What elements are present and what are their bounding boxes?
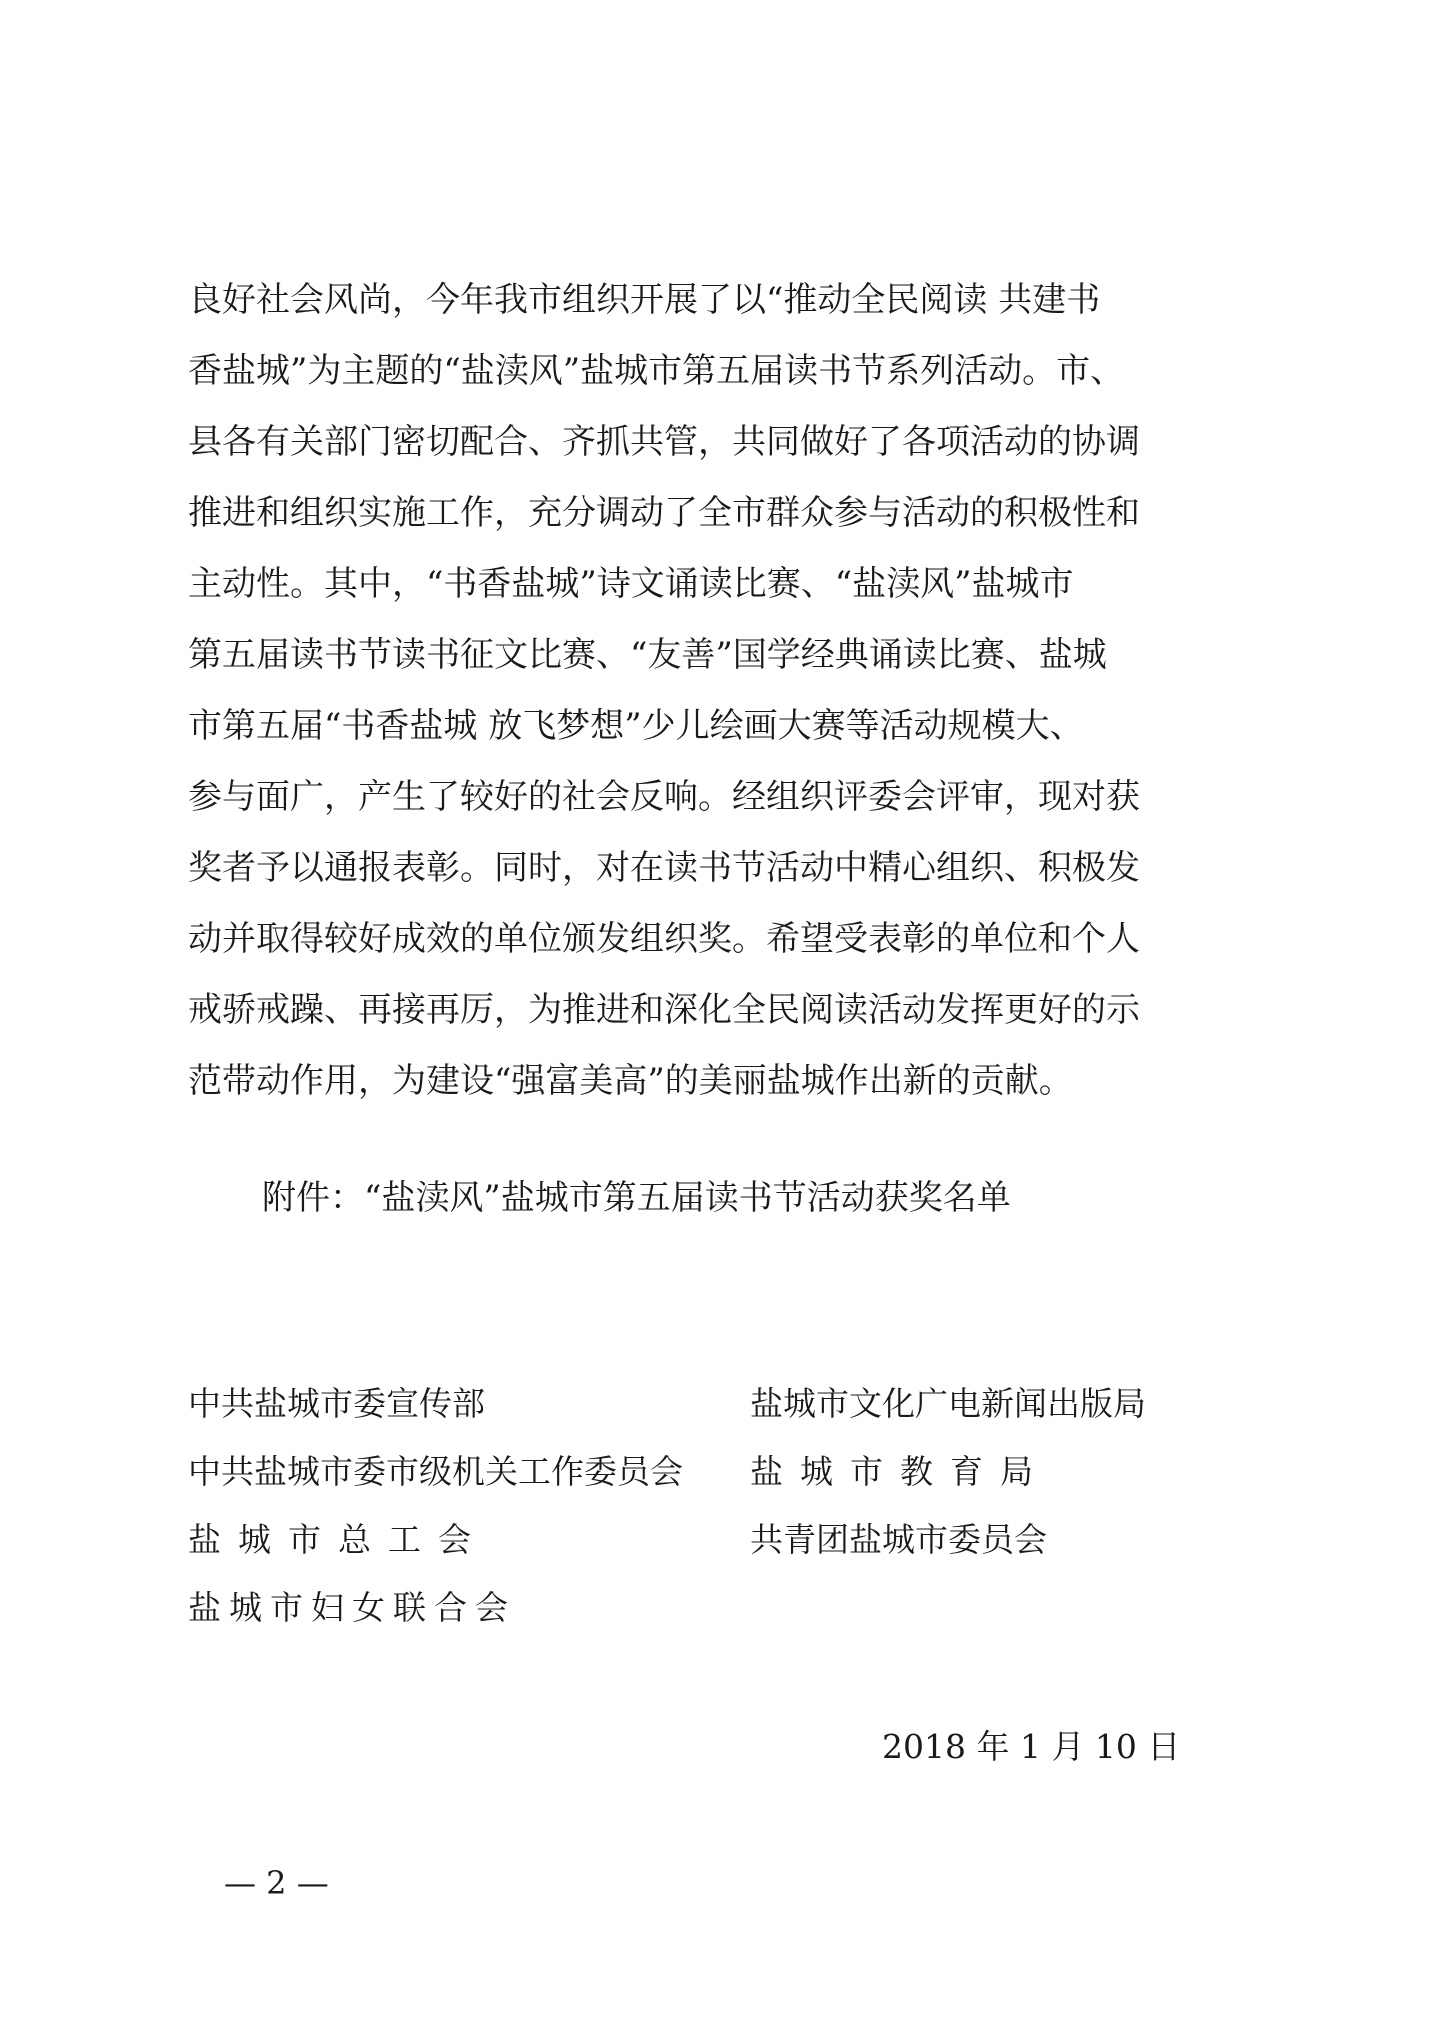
body-text	[188, 265, 1268, 1117]
body-line: 良好社会风尚，今年我市组织开展了以“推动全民阅读 共建书	[188, 280, 1101, 320]
attachment-note: 附件：“盐渎风”盐城市第五届读书节活动获奖名单	[262, 1178, 1011, 1218]
issuer-name: 共青团盐城市委员会	[750, 1520, 1047, 1559]
issuer-name: 盐城市教育局	[750, 1452, 1050, 1491]
issuers-right-column	[750, 1370, 1146, 1574]
issuers-left-column	[188, 1370, 683, 1642]
body-line: 主动性。其中，“书香盐城”诗文诵读比赛、“盐渎风”盐城市	[188, 564, 1074, 604]
issuer-name: 盐城市文化广电新闻出版局	[750, 1384, 1146, 1423]
issuer-name: 盐城市总工会	[188, 1520, 488, 1559]
body-line: 范带动作用，为建设“强富美高”的美丽盐城作出新的贡献。	[188, 1061, 1073, 1101]
body-line: 第五届读书节读书征文比赛、“友善”国学经典诵读比赛、盐城	[188, 635, 1107, 675]
body-line: 县各有关部门密切配合、齐抓共管，共同做好了各项活动的协调	[188, 422, 1140, 462]
issuer-name: 中共盐城市委宣传部	[188, 1384, 485, 1423]
body-line: 动并取得较好成效的单位颁发组织奖。希望受表彰的单位和个人	[188, 919, 1140, 959]
issuer-name: 中共盐城市委市级机关工作委员会	[188, 1452, 683, 1491]
body-line: 香盐城”为主题的“盐渎风”盐城市第五届读书节系列活动。市、	[188, 351, 1125, 391]
issuer-name: 盐城市妇女联合会	[188, 1588, 516, 1627]
body-line: 参与面广，产生了较好的社会反响。经组织评委会评审，现对获	[188, 777, 1140, 817]
body-line: 戒骄戒躁、再接再厉，为推进和深化全民阅读活动发挥更好的示	[188, 990, 1140, 1030]
document-date: 2018 年 1 月 10 日	[882, 1727, 1181, 1766]
page-number: — 2 —	[224, 1864, 329, 1902]
body-line: 推进和组织实施工作，充分调动了全市群众参与活动的积极性和	[188, 493, 1140, 533]
body-line: 市第五届“书香盐城 放飞梦想”少儿绘画大赛等活动规模大、	[188, 706, 1084, 746]
body-line: 奖者予以通报表彰。同时，对在读书节活动中精心组织、积极发	[188, 848, 1140, 888]
